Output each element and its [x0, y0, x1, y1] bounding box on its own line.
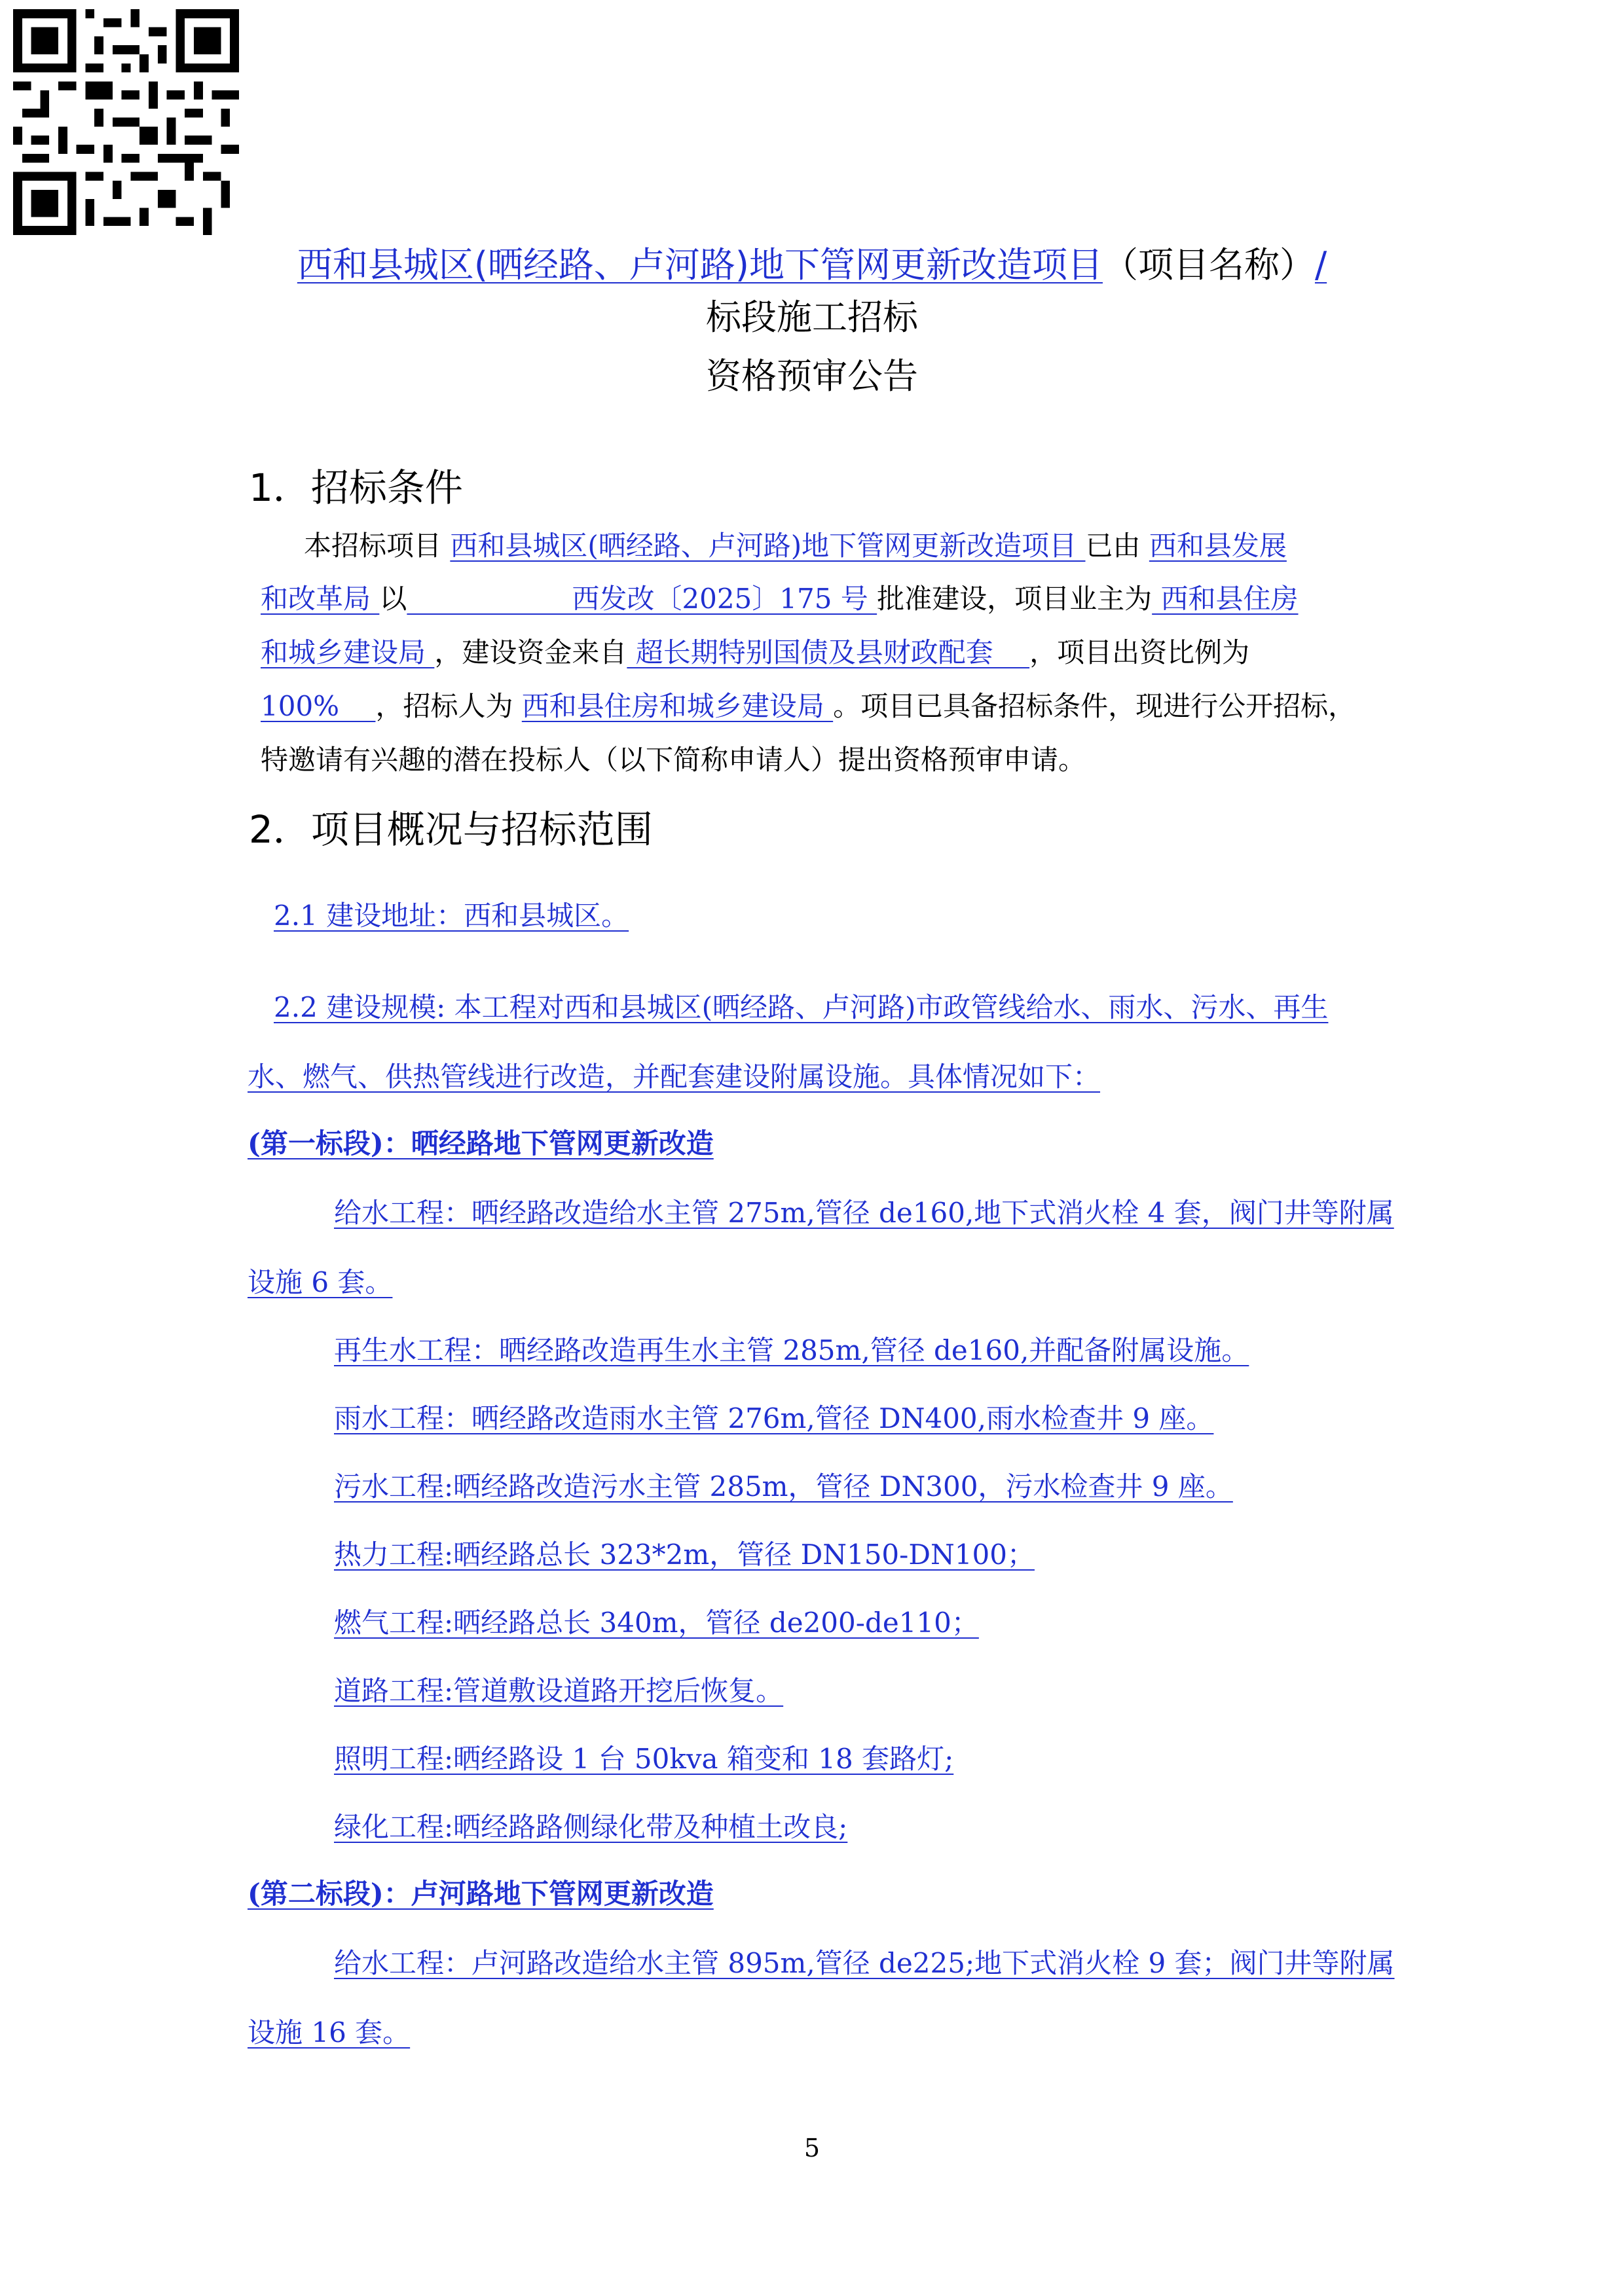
- section2-heading: 2．项目概况与招标范围: [249, 807, 653, 852]
- document-title-line3: 资格预审公告: [706, 355, 918, 397]
- lot1-item: 污水工程:晒经路改造污水主管 285m，管径 DN300，污水检查井 9 座。: [334, 1470, 1233, 1503]
- section1-para-line3: 和城乡建设局 ，建设资金来自 超长期特别国债及县财政配套 ，项目出资比例为: [261, 636, 1250, 668]
- lot2-item: 设施 16 套。: [248, 2016, 411, 2049]
- project-name-ref: 西和县城区(晒经路、卢河路)地下管网更新改造项目: [450, 530, 1086, 562]
- title-slash: /: [1314, 244, 1327, 285]
- approver-org-part2: 和改革局: [261, 583, 380, 615]
- lot1-item: 给水工程：晒经路改造给水主管 275m,管径 de160,地下式消火栓 4 套，阀门井等附属: [334, 1197, 1394, 1229]
- section1-heading: 1．招标条件: [249, 465, 463, 510]
- owner-org-part1: 西和县住房: [1152, 583, 1299, 615]
- lot1-item: 再生水工程：晒经路改造再生水主管 285m,管径 de160,并配备附属设施。: [334, 1334, 1249, 1366]
- lot2-item: 给水工程：卢河路改造给水主管 895m,管径 de225;地下式消火栓 9 套；阀门井等附属: [334, 1947, 1395, 1979]
- project-name-note: （项目名称）: [1102, 244, 1315, 285]
- lot1-item: 热力工程:晒经路总长 323*2m，管径 DN150-DN100；: [334, 1539, 1035, 1571]
- lot1-item: 雨水工程：晒经路改造雨水主管 276m,管径 DN400,雨水检查井 9 座。: [334, 1402, 1214, 1434]
- lot1-item: 燃气工程:晒经路总长 340m，管径 de200-de110；: [334, 1607, 979, 1639]
- project-name: 西和县城区(晒经路、卢河路)地下管网更新改造项目: [297, 244, 1103, 285]
- construction-scale-line2: 水、燃气、供热管线进行改造，并配套建设附属设施。具体情况如下：: [248, 1061, 1101, 1093]
- section1-para-line5: 特邀请有兴趣的潜在投标人（以下简称申请人）提出资格预审申请。: [261, 744, 1086, 776]
- document-title-line2: 标段施工招标: [706, 297, 918, 338]
- section1-para-line4: 100% ，招标人为 西和县住房和城乡建设局 。项目已具备招标条件，现进行公开招标，: [261, 690, 1356, 722]
- section1-para-line1: 本招标项目 西和县城区(晒经路、卢河路)地下管网更新改造项目 已由 西和县发展: [304, 530, 1287, 562]
- tenderer-name: 西和县住房和城乡建设局: [521, 690, 834, 722]
- owner-org-part2: 和城乡建设局: [261, 636, 435, 668]
- lot1-item: 道路工程:管道敷设道路开挖后恢复。: [334, 1675, 784, 1707]
- construction-address: 2.1 建设地址：西和县城区。: [274, 900, 629, 932]
- approval-doc-number: 西发改〔2025〕175 号: [407, 583, 877, 615]
- section1-para-line2: 和改革局 以 西发改〔2025〕175 号 批准建设，项目业主为 西和县住房: [261, 583, 1299, 615]
- lot1-item: 设施 6 套。: [248, 1266, 393, 1298]
- construction-scale-line1: 2.2 建设规模: 本工程对西和县城区(晒经路、卢河路)市政管线给水、雨水、污水、再生: [274, 991, 1329, 1023]
- lot1-title: (第一标段)：晒经路地下管网更新改造: [248, 1127, 714, 1159]
- lot1-item: 绿化工程:晒经路路侧绿化带及种植土改良;: [334, 1811, 848, 1843]
- page-number: 5: [803, 2134, 821, 2162]
- fund-source: 超长期特别国债及县财政配套: [627, 636, 1030, 668]
- approver-org-part1: 西和县发展: [1149, 530, 1287, 562]
- fund-ratio: 100%: [261, 690, 376, 722]
- lot2-title: (第二标段)：卢河路地下管网更新改造: [248, 1878, 714, 1910]
- qr-code-image: [13, 9, 239, 235]
- lot1-item: 照明工程:晒经路设 1 台 50kva 箱变和 18 套路灯;: [334, 1743, 954, 1775]
- document-title-line1: [0, 244, 1624, 285]
